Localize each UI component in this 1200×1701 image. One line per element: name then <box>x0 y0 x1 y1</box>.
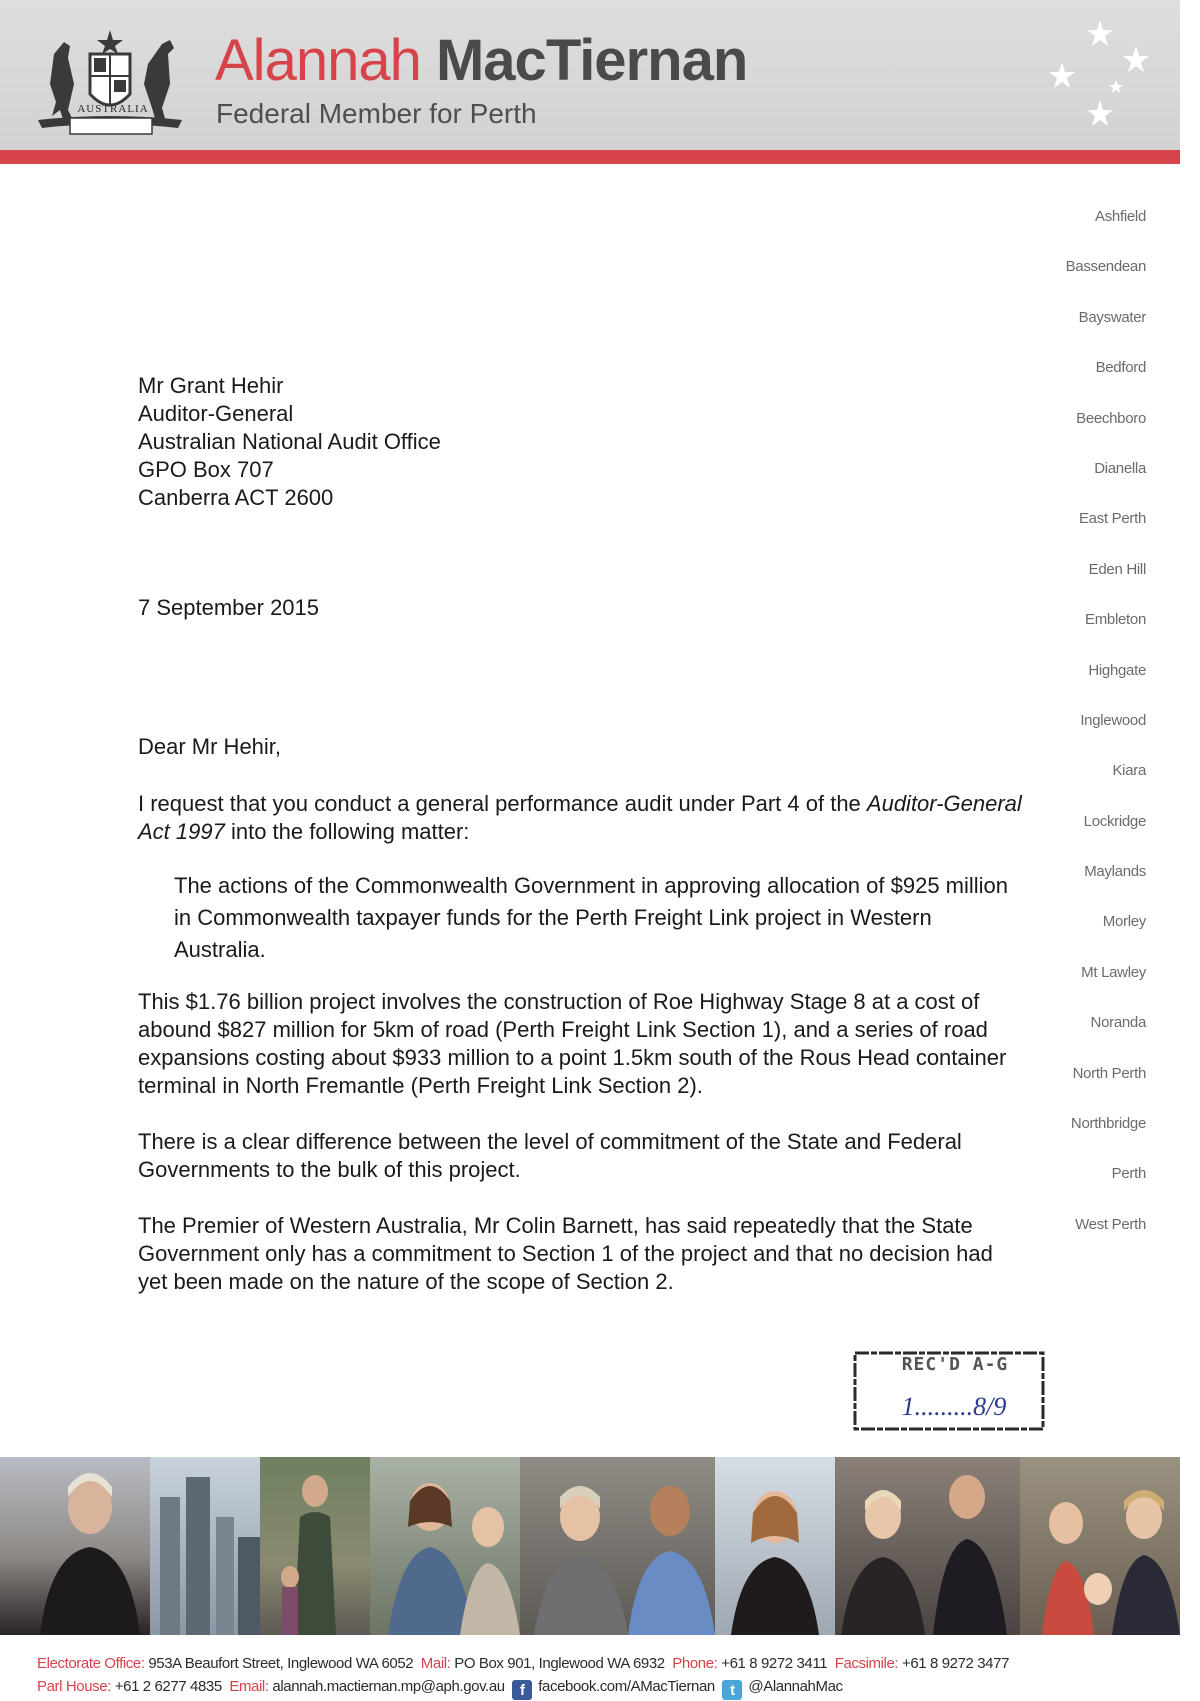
parl-house-phone: +61 2 6277 4835 <box>114 1678 222 1695</box>
stamp-label: REC'D A-G <box>901 1354 1009 1375</box>
suburb-item: Lockridge <box>1083 812 1146 830</box>
facebook-link[interactable]: facebook.com/AMacTiernan <box>538 1678 715 1695</box>
member-name <box>215 26 747 96</box>
southern-cross-stars-icon <box>1040 14 1180 134</box>
facebook-icon: f <box>512 1680 532 1700</box>
stamp-date: 1.........8/9 <box>901 1392 1007 1421</box>
mail-address: PO Box 901, Inglewood WA 6932 <box>454 1655 665 1672</box>
email-address[interactable]: alannah.mactiernan.mp@aph.gov.au <box>272 1678 505 1695</box>
mail-label: Mail: <box>420 1655 451 1672</box>
fax-number: +61 8 9272 3477 <box>901 1655 1010 1672</box>
request-paragraph <box>138 790 1028 846</box>
twitter-handle[interactable]: @AlannahMac <box>748 1678 843 1695</box>
suburb-item: Beechboro <box>1076 409 1146 427</box>
suburb-item: East Perth <box>1078 510 1146 528</box>
recipient-address <box>138 372 1028 512</box>
photo-community-meeting <box>835 1457 1020 1635</box>
footer-contact-line-2 <box>37 1678 1177 1700</box>
twitter-icon: t <box>722 1680 742 1700</box>
member-first-name: Alannah <box>215 28 421 93</box>
crest-label: AUSTRALIA <box>77 103 149 115</box>
suburb-item: Northbridge <box>1070 1115 1146 1133</box>
photo-city-skyline <box>150 1457 260 1635</box>
request-text-after: into the following matter: <box>224 819 470 844</box>
fax-label: Facsimile: <box>834 1655 899 1672</box>
electorate-office-label: Electorate Office: <box>37 1655 145 1672</box>
photo-children-family <box>1020 1457 1180 1635</box>
suburb-item: Maylands <box>1084 863 1146 881</box>
paragraph-premier: The Premier of Western Australia, Mr Colin Barnett, has said repeatedly that the State Government only has a commitment to Section 1 of the project and that no decision had yet been made on the nature of the scope of Section 2. <box>138 1213 993 1294</box>
suburb-item: Bedford <box>1095 359 1146 377</box>
paragraph-project-costs: This $1.76 billion project involves the construction of Roe Highway Stage 8 at a cost of abound $827 million for 5km of road (Perth Freight Link Section 1), and a series of road expansions costing about $933 million to a point 1.5km south of the Rous Head container terminal in North Fremantle (Perth Freight Link Section 2). <box>138 989 1007 1098</box>
letterhead-red-rule <box>0 150 1180 164</box>
suburb-item: Mt Lawley <box>1081 963 1146 981</box>
recipient-name: Mr Grant Hehir <box>138 373 284 398</box>
suburb-item: Inglewood <box>1080 711 1146 729</box>
recipient-title: Auditor-General <box>138 401 294 426</box>
suburb-item: Kiara <box>1112 762 1146 780</box>
suburb-item: Highgate <box>1088 661 1146 679</box>
paragraph-commitment: There is a clear difference between the level of commitment of the State and Federal Governments to the bulk of this project. <box>138 1129 962 1182</box>
suburb-item: West Perth <box>1075 1215 1146 1233</box>
phone-label: Phone: <box>672 1655 718 1672</box>
suburb-item: Eden Hill <box>1088 560 1146 578</box>
parl-house-label: Parl House: <box>37 1678 111 1695</box>
request-text-before: I request that you conduct a general performance audit under Part 4 of the <box>138 791 867 816</box>
coat-of-arms-icon <box>34 24 186 142</box>
letter-date: 7 September 2015 <box>138 595 320 620</box>
suburb-item: North Perth <box>1072 1064 1146 1082</box>
suburb-item: Embleton <box>1085 611 1146 629</box>
photo-smiling-women <box>370 1457 520 1635</box>
received-stamp <box>852 1350 1046 1432</box>
letterhead <box>0 0 1180 150</box>
photo-member-portrait <box>0 1457 150 1635</box>
electorate-office-address: 953A Beaufort Street, Inglewood WA 6052 <box>148 1655 414 1672</box>
suburb-item: Bayswater <box>1078 308 1146 326</box>
member-last-name: MacTiernan <box>435 28 748 93</box>
footer-contact-line-1 <box>37 1655 1177 1672</box>
email-label: Email: <box>229 1678 269 1695</box>
suburb-item: Noranda <box>1090 1014 1146 1032</box>
salutation: Dear Mr Hehir, <box>138 734 282 759</box>
recipient-city: Canberra ACT 2600 <box>138 485 334 510</box>
suburb-item: Perth <box>1111 1165 1146 1183</box>
photo-member-outdoor <box>715 1457 835 1635</box>
recipient-po-box: GPO Box 707 <box>138 457 274 482</box>
suburb-item: Ashfield <box>1095 208 1146 225</box>
photo-strip <box>0 1457 1180 1635</box>
phone-number: +61 8 9272 3411 <box>721 1655 828 1672</box>
act-title: Auditor-General Act 1997 <box>138 791 1022 844</box>
audit-matter: The actions of the Commonwealth Government in approving allocation of $925 million in Commonwealth taxpayer funds for the Perth Freight Link project in Western Australia. <box>174 873 1009 962</box>
suburb-item: Morley <box>1102 913 1146 931</box>
suburb-item: Dianella <box>1094 459 1146 477</box>
photo-family-walking <box>260 1457 370 1635</box>
photo-conversation <box>520 1457 715 1635</box>
recipient-organisation: Australian National Audit Office <box>138 429 441 454</box>
member-subtitle: Federal Member for Perth <box>216 98 537 129</box>
suburb-item: Bassendean <box>1065 258 1146 276</box>
